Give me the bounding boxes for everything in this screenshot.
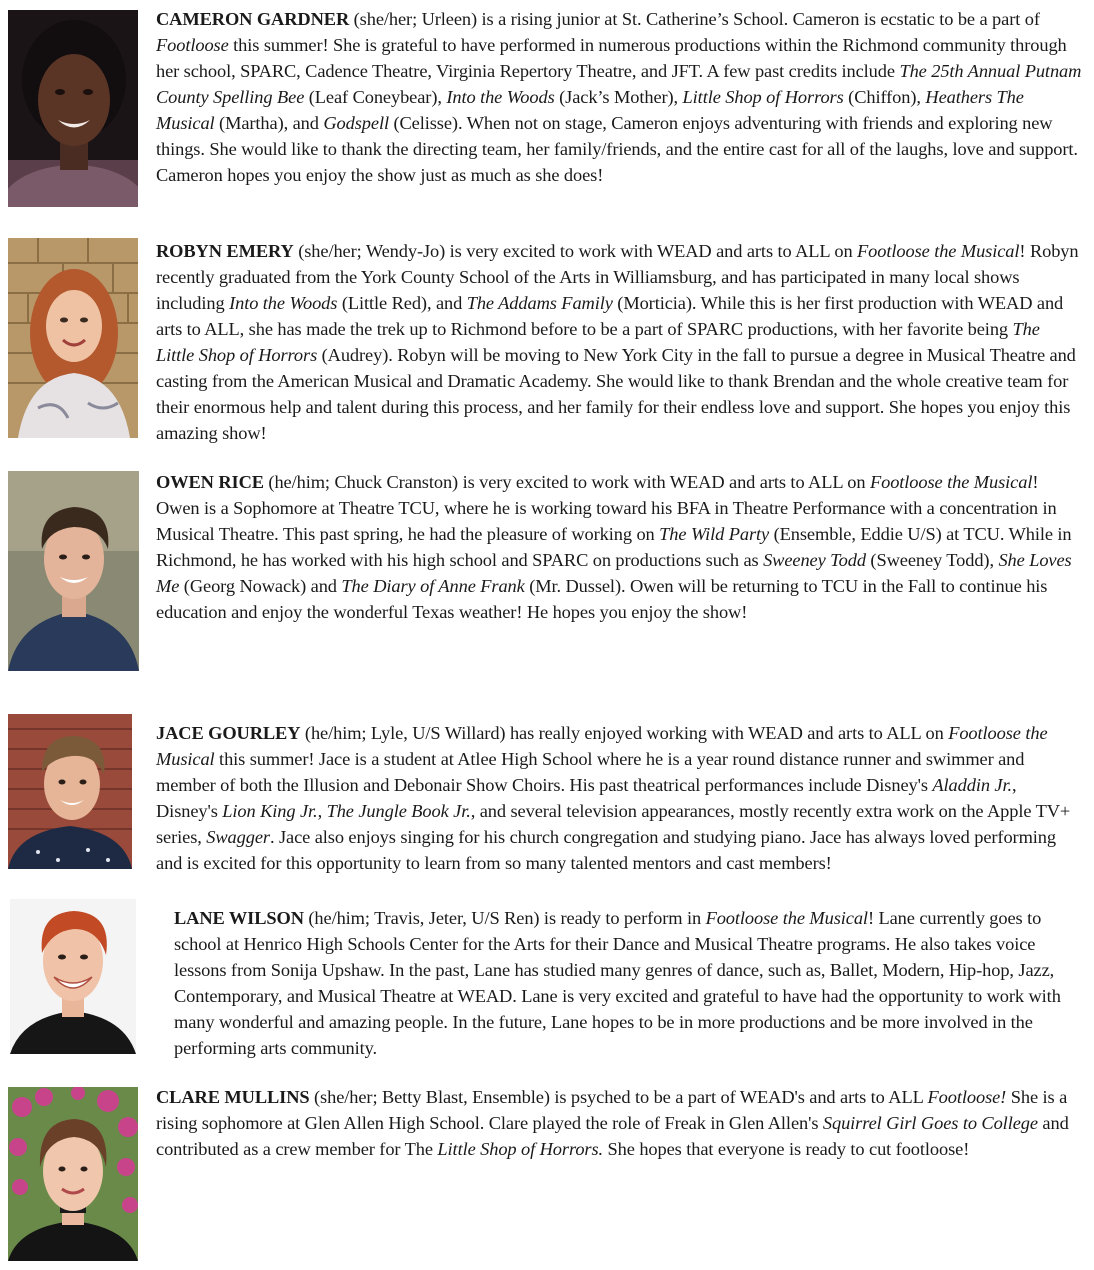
bio-text-run: , [317, 801, 327, 821]
show-title: Godspell [323, 113, 389, 133]
bio-text-run: . Jace also enjoys singing for his church congregation and studying piano. Jace has always loved performing and is excited for this opportunity to learn from so many talented mentors and cast members! [156, 827, 1056, 873]
bio-text-run: She is a rising sophomore at Glen Allen High School. Clare played the role of Freak in Glen Allen's [156, 1087, 1068, 1133]
bio-text-run: (he/him; Chuck Cranston) is very excited to work with WEAD and arts to ALL on [263, 472, 870, 492]
bio-text-run: (Georg Nowack) and [179, 576, 342, 596]
show-title: Footloose! [927, 1087, 1007, 1107]
headshot-photo-jace [8, 714, 132, 869]
bio-text-cameron [156, 6, 1082, 188]
bio-text-run: (Ensemble, Eddie U/S) at TCU. While in Richmond, he has worked with his high school and SPARC on productions such as [156, 524, 1072, 570]
show-title: Heathers The Musical [156, 87, 1024, 133]
bio-text-run: (he/him; Lyle, U/S Willard) has really enjoyed working with WEAD and arts to ALL on [300, 723, 949, 743]
bio-text-jace [156, 720, 1082, 876]
performer-name: JACE GOURLEY [156, 723, 301, 743]
performer-name: LANE WILSON [174, 908, 304, 928]
bio-text-run: , and several television appearances, mostly recently extra work on the Apple TV+ series, [156, 801, 1071, 847]
bio-text-run: this summer! Jace is a student at Atlee High School where he is a year round distance runner and swimmer and member of both the Illusion and Debonair Show Choirs. His past theatrical performances include Disney's [156, 749, 1025, 795]
show-title: The Diary of Anne Frank [341, 576, 525, 596]
bio-text-run: (Audrey). Robyn will be moving to New York City in the fall to pursue a degree in Musical Theatre and casting from the American Musical and Dramatic Academy. She would like to thank Brendan and the whole creative team for their enormous help and talent during this process, and her family for their endless love and support. She hopes you enjoy this amazing show! [156, 345, 1076, 443]
bio-cameron-gardner [0, 0, 1094, 225]
bio-text-run: (Martha), and [214, 113, 324, 133]
show-title: Into the Woods [229, 293, 338, 313]
bio-jace-gourley [0, 708, 1094, 888]
show-title: Little Shop of Horrors. [437, 1139, 604, 1159]
show-title: Footloose the Musical [857, 241, 1020, 261]
headshot-photo-clare [8, 1087, 138, 1261]
bio-text-owen [156, 469, 1082, 625]
headshot-photo-lane [10, 899, 136, 1054]
bio-text-run: (Sweeney Todd), [865, 550, 999, 570]
show-title: The Wild Party [659, 524, 770, 544]
bio-robyn-emery [0, 230, 1094, 450]
show-title: Footloose the Musical [156, 723, 1048, 769]
show-title: The 25th Annual Putnam County Spelling Bee [156, 61, 1082, 107]
bio-lane-wilson [0, 895, 1094, 1070]
bio-text-run: ! Owen is a Sophomore at Theatre TCU, where he is working toward his BFA in Theatre Performance with a concentration in Musical Theatre. This past spring, he had the pleasure of working on [156, 472, 1057, 544]
show-title: Lion King Jr. [222, 801, 318, 821]
bio-text-run: (Little Red), and [337, 293, 467, 313]
show-title: Footloose the Musical [869, 472, 1033, 492]
show-title: Footloose [156, 35, 229, 55]
bio-text-run: (she/her; Wendy-Jo) is very excited to work with WEAD and arts to ALL on [293, 241, 858, 261]
show-title: She Loves Me [156, 550, 1072, 596]
performer-name: ROBYN EMERY [156, 241, 294, 261]
bio-text-run: ! Robyn recently graduated from the York County School of the Arts in Williamsburg, and has participated in many local shows including [156, 241, 1079, 313]
show-title: Squirrel Girl Goes to College [822, 1113, 1038, 1133]
bio-owen-rice [0, 465, 1094, 680]
performer-name: CLARE MULLINS [156, 1087, 310, 1107]
bio-text-run: (Jack’s Mother), [554, 87, 683, 107]
show-title: Footloose the Musical [705, 908, 868, 928]
show-title: The Little Shop of Horrors [156, 319, 1040, 365]
bio-text-run: (Mr. Dussel). Owen will be returning to TCU in the Fall to continue his education and enjoy the wonderful Texas weather! He hopes you enjoy the show! [156, 576, 1048, 622]
show-title: Into the Woods [446, 87, 555, 107]
bio-text-run: , Disney's [156, 775, 1017, 821]
bio-text-run: (Morticia). While this is her first production with WEAD and arts to ALL, she has made the trek up to Richmond before to be a part of SPARC productions, with her favorite being [156, 293, 1064, 339]
bio-clare-mullins [0, 1080, 1094, 1270]
show-title: The Jungle Book Jr. [326, 801, 471, 821]
bio-text-clare [156, 1084, 1082, 1162]
headshot-photo-cameron [8, 10, 138, 207]
bio-text-run: (Leaf Coneybear), [304, 87, 447, 107]
show-title: Aladdin Jr. [932, 775, 1013, 795]
bio-text-run: ! Lane currently goes to school at Henrico High Schools Center for the Arts for their Dance and Musical Theatre programs. He also takes voice lessons from Sonija Upshaw. In the past, Lane has studied many genres of dance, such as, Ballet, Modern, Hip-hop, Jazz, Contemporary, and Musical Theatre at WEAD. Lane is very excited and grateful to have had the opportunity to work with many wonderful and amazing people. In the future, Lane hopes to be in more productions and be more involved in the performing arts community. [174, 908, 1061, 1058]
show-title: Sweeney Todd [763, 550, 866, 570]
performer-name: CAMERON GARDNER [156, 9, 350, 29]
performer-name: OWEN RICE [156, 472, 264, 492]
bio-text-run: (Celisse). When not on stage, Cameron enjoys adventuring with friends and exploring new things. She would like to thank the directing team, her family/friends, and the entire cast for all of the laughs, love and support. Cameron hopes you enjoy the show just as much as she does! [156, 113, 1078, 185]
bio-text-run: (she/her; Betty Blast, Ensemble) is psyched to be a part of WEAD's and arts to ALL [309, 1087, 928, 1107]
bio-text-robyn [156, 238, 1082, 446]
bio-text-run: this summer! She is grateful to have performed in numerous productions within the Richmond community through her school, SPARC, Cadence Theatre, Virginia Repertory Theatre, and JFT. A few past credits include [156, 35, 1067, 81]
headshot-photo-owen [8, 471, 139, 671]
bio-text-run: and contributed as a crew member for The [156, 1113, 1069, 1159]
show-title: The Addams Family [466, 293, 613, 313]
show-title: Little Shop of Horrors [682, 87, 844, 107]
bio-text-run: She hopes that everyone is ready to cut footloose! [603, 1139, 970, 1159]
bio-text-run: (she/her; Urleen) is a rising junior at St. Catherine’s School. Cameron is ecstatic to be a part of [349, 9, 1040, 29]
bio-text-run: (Chiffon), [843, 87, 926, 107]
headshot-photo-robyn [8, 238, 138, 438]
bio-text-run: (he/him; Travis, Jeter, U/S Ren) is ready to perform in [303, 908, 706, 928]
show-title: Swagger [206, 827, 270, 847]
bio-text-lane [174, 905, 1082, 1061]
